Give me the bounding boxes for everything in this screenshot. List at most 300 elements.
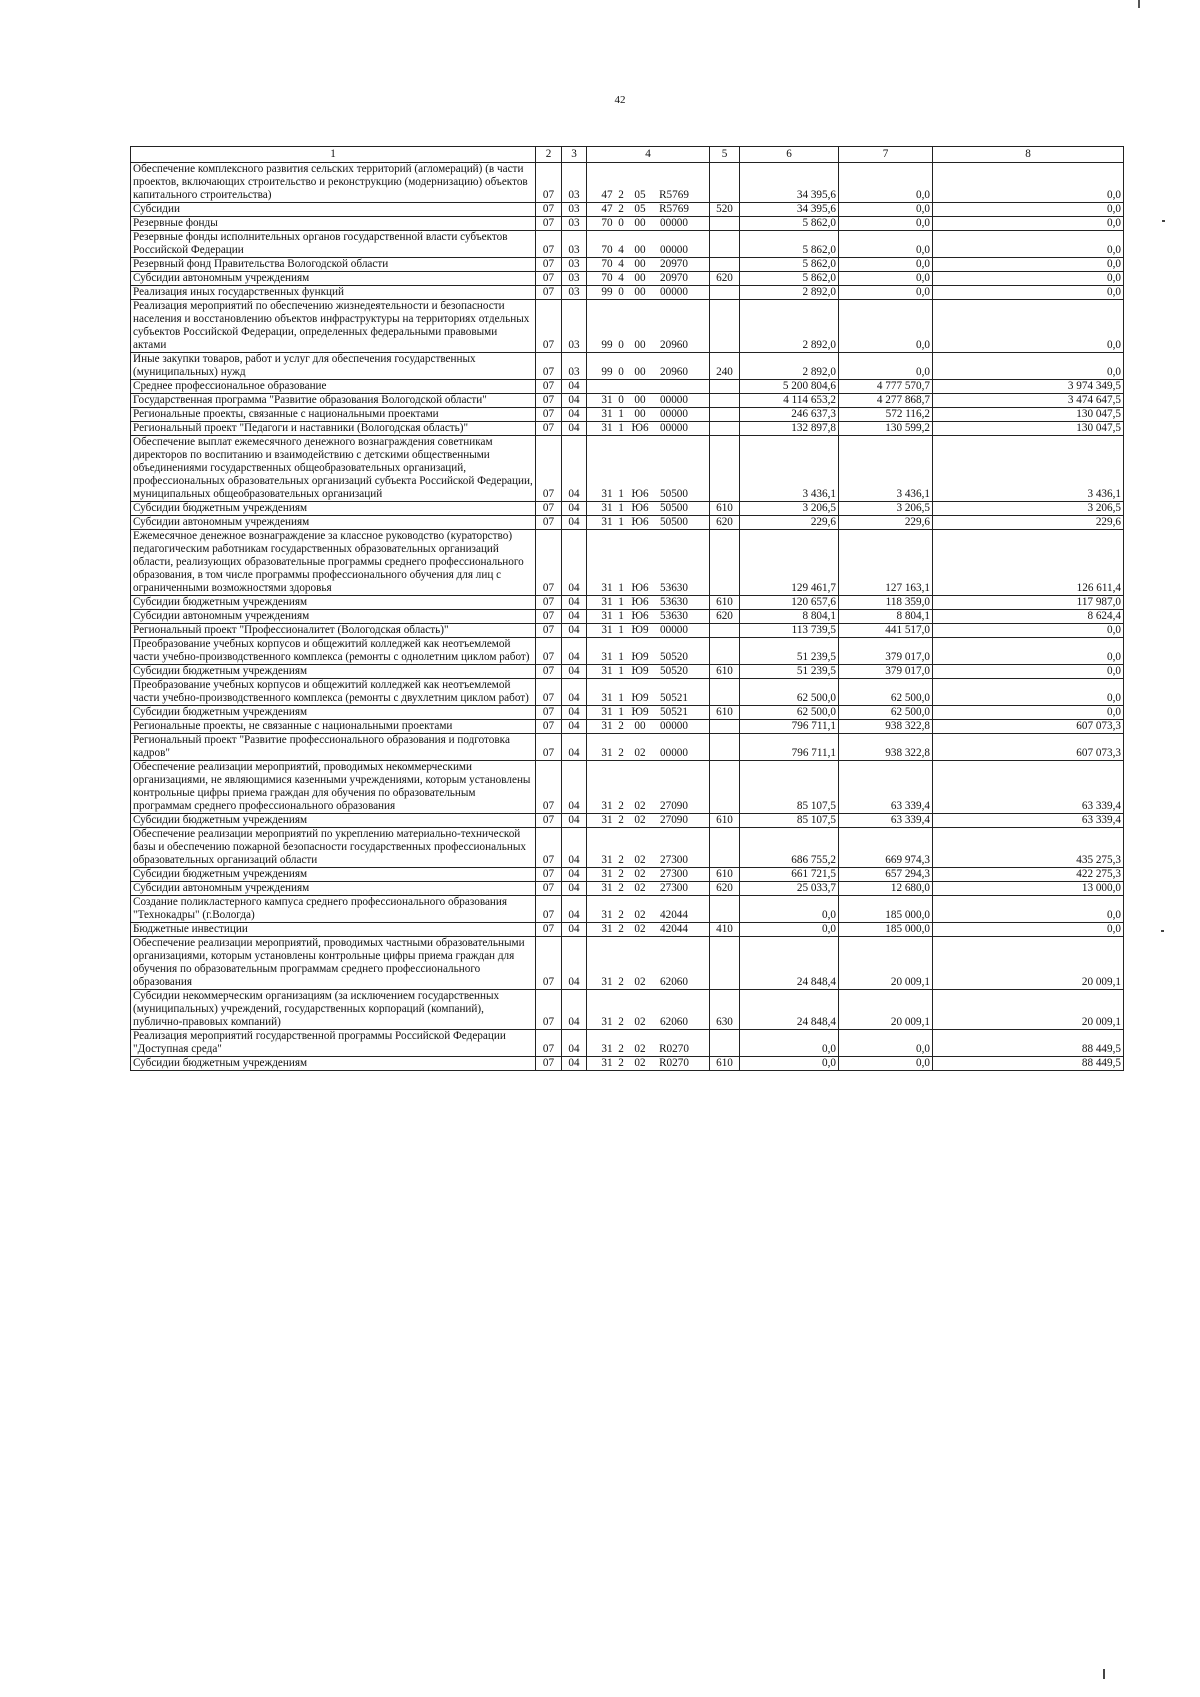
expense-type-code <box>710 937 740 990</box>
article-code-part: 47 <box>601 189 613 201</box>
target-article-code <box>587 761 710 814</box>
table-row <box>131 828 1124 868</box>
amount-year-2: 12 680,0 <box>839 882 933 896</box>
article-code-part: 02 <box>634 868 646 880</box>
target-article-code <box>587 720 710 734</box>
amount-year-2: 938 322,8 <box>839 720 933 734</box>
subsection-code: 04 <box>562 638 587 665</box>
amount-year-1: 129 461,7 <box>740 530 839 596</box>
amount-year-3: 0,0 <box>933 163 1124 203</box>
amount-year-2: 0,0 <box>839 353 933 380</box>
target-article-code <box>587 828 710 868</box>
amount-year-3: 0,0 <box>933 353 1124 380</box>
target-article-code <box>587 422 710 436</box>
article-code-part: 00 <box>634 394 646 406</box>
table-row <box>131 679 1124 706</box>
article-code-part: 31 <box>601 624 613 636</box>
amount-year-3: 0,0 <box>933 286 1124 300</box>
table-row <box>131 436 1124 502</box>
amount-year-1: 0,0 <box>740 923 839 937</box>
amount-year-2: 0,0 <box>839 300 933 353</box>
expense-type-code: 610 <box>710 665 740 679</box>
article-code-part: 31 <box>601 582 613 594</box>
article-code-part: 02 <box>634 814 646 826</box>
target-article-code <box>587 923 710 937</box>
expense-type-code: 610 <box>710 814 740 828</box>
article-code-part: Ю6 <box>631 516 649 528</box>
article-code-part: 02 <box>634 882 646 894</box>
article-code-part: 2 <box>618 814 624 826</box>
article-code-part: 2 <box>618 1016 624 1028</box>
article-code-part: 31 <box>601 854 613 866</box>
row-name: Субсидии автономным учреждениям <box>131 610 536 624</box>
article-code-part: Ю9 <box>631 692 649 704</box>
article-code-part: 00000 <box>660 394 688 406</box>
article-code-part: 42044 <box>660 923 688 935</box>
subsection-code: 04 <box>562 814 587 828</box>
amount-year-2: 441 517,0 <box>839 624 933 638</box>
amount-year-1: 2 892,0 <box>740 286 839 300</box>
section-code: 07 <box>536 286 562 300</box>
amount-year-3: 63 339,4 <box>933 814 1124 828</box>
expense-type-code: 610 <box>710 868 740 882</box>
budget-table <box>130 146 1124 1071</box>
article-code-part: 31 <box>601 909 613 921</box>
amount-year-2: 657 294,3 <box>839 868 933 882</box>
article-code-part: 27090 <box>660 814 688 826</box>
amount-year-1: 25 033,7 <box>740 882 839 896</box>
amount-year-3: 3 436,1 <box>933 436 1124 502</box>
amount-year-2: 0,0 <box>839 272 933 286</box>
subsection-code: 04 <box>562 720 587 734</box>
subsection-code: 04 <box>562 896 587 923</box>
expense-type-code: 630 <box>710 990 740 1030</box>
article-code-part: 53630 <box>660 596 688 608</box>
table-row <box>131 422 1124 436</box>
article-code-part: 00000 <box>660 408 688 420</box>
table-row <box>131 353 1124 380</box>
amount-year-3: 0,0 <box>933 638 1124 665</box>
target-article-code <box>587 679 710 706</box>
column-header: 5 <box>710 147 740 163</box>
row-name: Субсидии бюджетным учреждениям <box>131 502 536 516</box>
amount-year-1: 85 107,5 <box>740 761 839 814</box>
expense-type-code <box>710 217 740 231</box>
row-name: Среднее профессиональное образование <box>131 380 536 394</box>
article-code-part: 1 <box>618 408 624 420</box>
article-code-part: Ю9 <box>631 665 649 677</box>
article-code-part: 00000 <box>660 624 688 636</box>
article-code-part: 53630 <box>660 610 688 622</box>
amount-year-2: 0,0 <box>839 258 933 272</box>
article-code-part: R0270 <box>659 1043 689 1055</box>
expense-type-code <box>710 286 740 300</box>
amount-year-3: 20 009,1 <box>933 990 1124 1030</box>
row-name: Иные закупки товаров, работ и услуг для обеспечения государственных (муниципальных) нужд <box>131 353 536 380</box>
section-code: 07 <box>536 353 562 380</box>
amount-year-3: 130 047,5 <box>933 422 1124 436</box>
article-code-part: 31 <box>601 665 613 677</box>
article-code-part: 31 <box>601 1016 613 1028</box>
article-code-part: 00000 <box>660 286 688 298</box>
article-code-part: 02 <box>634 923 646 935</box>
target-article-code <box>587 380 710 394</box>
amount-year-1: 62 500,0 <box>740 679 839 706</box>
article-code-part: 2 <box>618 189 624 201</box>
article-code-part: 00000 <box>660 244 688 256</box>
section-code: 07 <box>536 516 562 530</box>
table-row <box>131 408 1124 422</box>
amount-year-3: 607 073,3 <box>933 734 1124 761</box>
subsection-code: 04 <box>562 1057 587 1071</box>
article-code-part: 1 <box>618 582 624 594</box>
amount-year-3: 88 449,5 <box>933 1057 1124 1071</box>
target-article-code <box>587 272 710 286</box>
expense-type-code: 410 <box>710 923 740 937</box>
amount-year-3: 117 987,0 <box>933 596 1124 610</box>
amount-year-1: 5 862,0 <box>740 258 839 272</box>
amount-year-2: 63 339,4 <box>839 814 933 828</box>
expense-type-code: 610 <box>710 706 740 720</box>
article-code-part: 00 <box>634 217 646 229</box>
row-name: Резервные фонды исполнительных органов государственной власти субъектов Российской Федерации <box>131 231 536 258</box>
article-code-part: 50500 <box>660 502 688 514</box>
amount-year-3: 20 009,1 <box>933 937 1124 990</box>
subsection-code: 04 <box>562 868 587 882</box>
target-article-code <box>587 734 710 761</box>
table-row <box>131 882 1124 896</box>
amount-year-2: 669 974,3 <box>839 828 933 868</box>
subsection-code: 04 <box>562 679 587 706</box>
amount-year-1: 3 206,5 <box>740 502 839 516</box>
amount-year-3: 88 449,5 <box>933 1030 1124 1057</box>
article-code-part: 50520 <box>660 665 688 677</box>
column-header: 3 <box>562 147 587 163</box>
subsection-code: 04 <box>562 408 587 422</box>
article-code-part: 27300 <box>660 868 688 880</box>
subsection-code: 04 <box>562 706 587 720</box>
article-code-part: 00000 <box>660 747 688 759</box>
amount-year-1: 3 436,1 <box>740 436 839 502</box>
expense-type-code: 610 <box>710 1057 740 1071</box>
amount-year-2: 0,0 <box>839 231 933 258</box>
column-header: 4 <box>587 147 710 163</box>
amount-year-3: 13 000,0 <box>933 882 1124 896</box>
target-article-code <box>587 814 710 828</box>
subsection-code: 04 <box>562 610 587 624</box>
article-code-part: 00 <box>634 720 646 732</box>
table-row <box>131 734 1124 761</box>
table-row <box>131 896 1124 923</box>
article-code-part: 50520 <box>660 651 688 663</box>
expense-type-code <box>710 638 740 665</box>
row-name: Субсидии бюджетным учреждениям <box>131 706 536 720</box>
amount-year-1: 113 739,5 <box>740 624 839 638</box>
amount-year-3: 0,0 <box>933 300 1124 353</box>
row-name: Субсидии некоммерческим организациям (за исключением государственных (муниципальных) учреждений, государственных корпораций (компаний), публично-правовых компаний) <box>131 990 536 1030</box>
row-name: Бюджетные инвестиции <box>131 923 536 937</box>
article-code-part: 1 <box>618 502 624 514</box>
amount-year-1: 686 755,2 <box>740 828 839 868</box>
subsection-code: 04 <box>562 882 587 896</box>
article-code-part: 31 <box>601 502 613 514</box>
article-code-part: 2 <box>618 868 624 880</box>
subsection-code: 03 <box>562 203 587 217</box>
section-code: 07 <box>536 896 562 923</box>
article-code-part: 00 <box>634 408 646 420</box>
amount-year-3: 0,0 <box>933 679 1124 706</box>
article-code-part: 00 <box>634 286 646 298</box>
article-code-part: 0 <box>618 339 624 351</box>
article-code-part: 2 <box>618 909 624 921</box>
article-code-part: 1 <box>618 422 624 434</box>
amount-year-1: 2 892,0 <box>740 300 839 353</box>
table-row <box>131 937 1124 990</box>
table-row <box>131 868 1124 882</box>
amount-year-2: 0,0 <box>839 1030 933 1057</box>
amount-year-2: 185 000,0 <box>839 923 933 937</box>
article-code-part: R0270 <box>659 1057 689 1069</box>
expense-type-code: 240 <box>710 353 740 380</box>
target-article-code <box>587 203 710 217</box>
article-code-part: 0 <box>618 217 624 229</box>
target-article-code <box>587 882 710 896</box>
table-row <box>131 272 1124 286</box>
row-name: Обеспечение реализации мероприятий по укреплению материально-технической базы и обеспечению пожарной безопасности государственных профессиональных образовательных организаций области <box>131 828 536 868</box>
article-code-part: 31 <box>601 720 613 732</box>
amount-year-1: 5 862,0 <box>740 231 839 258</box>
row-name: Региональные проекты, не связанные с национальными проектами <box>131 720 536 734</box>
article-code-part: 2 <box>618 203 624 215</box>
table-row <box>131 231 1124 258</box>
subsection-code: 04 <box>562 596 587 610</box>
expense-type-code <box>710 734 740 761</box>
target-article-code <box>587 990 710 1030</box>
article-code-part: 1 <box>618 665 624 677</box>
table-row <box>131 706 1124 720</box>
article-code-part: 31 <box>601 800 613 812</box>
amount-year-1: 229,6 <box>740 516 839 530</box>
amount-year-2: 20 009,1 <box>839 937 933 990</box>
section-code: 07 <box>536 217 562 231</box>
article-code-part: 31 <box>601 651 613 663</box>
article-code-part: 27090 <box>660 800 688 812</box>
subsection-code: 04 <box>562 624 587 638</box>
expense-type-code <box>710 679 740 706</box>
section-code: 07 <box>536 596 562 610</box>
article-code-part: 99 <box>601 366 613 378</box>
section-code: 07 <box>536 530 562 596</box>
article-code-part: 2 <box>618 1043 624 1055</box>
article-code-part: 2 <box>618 923 624 935</box>
subsection-code: 04 <box>562 734 587 761</box>
section-code: 07 <box>536 502 562 516</box>
article-code-part: 4 <box>618 258 624 270</box>
article-code-part: 31 <box>601 882 613 894</box>
amount-year-2: 62 500,0 <box>839 706 933 720</box>
article-code-part: Ю9 <box>631 624 649 636</box>
article-code-part: 31 <box>601 747 613 759</box>
table-row <box>131 665 1124 679</box>
article-code-part: 00000 <box>660 217 688 229</box>
amount-year-3: 3 974 349,5 <box>933 380 1124 394</box>
article-code-part: 00000 <box>660 720 688 732</box>
row-name: Преобразование учебных корпусов и общежитий колледжей как неотъемлемой части учебно-производственного комплекса (ремонты с двухлетним циклом работ) <box>131 679 536 706</box>
article-code-part: 00 <box>634 339 646 351</box>
row-name: Субсидии автономным учреждениям <box>131 516 536 530</box>
expense-type-code: 520 <box>710 203 740 217</box>
section-code: 07 <box>536 436 562 502</box>
amount-year-2: 938 322,8 <box>839 734 933 761</box>
article-code-part: 20970 <box>660 258 688 270</box>
target-article-code <box>587 408 710 422</box>
amount-year-2: 0,0 <box>839 286 933 300</box>
row-name: Обеспечение выплат ежемесячного денежного вознаграждения советникам директоров по воспитанию и взаимодействию с детскими общественными объединениями государственных общеобразовательных организаций, профессиональных образовательных организаций субъекта Российской Федерации, муниципальных общеобразовательных организаций <box>131 436 536 502</box>
subsection-code: 04 <box>562 761 587 814</box>
expense-type-code <box>710 163 740 203</box>
amount-year-2: 127 163,1 <box>839 530 933 596</box>
row-name: Субсидии <box>131 203 536 217</box>
row-name: Региональный проект "Педагоги и наставники (Вологодская область)" <box>131 422 536 436</box>
row-name: Преобразование учебных корпусов и общежитий колледжей как неотъемлемой части учебно-производственного комплекса (ремонты с однолетним циклом работ) <box>131 638 536 665</box>
subsection-code: 04 <box>562 1030 587 1057</box>
amount-year-2: 379 017,0 <box>839 665 933 679</box>
article-code-part: 31 <box>601 516 613 528</box>
article-code-part: 02 <box>634 1043 646 1055</box>
subsection-code: 04 <box>562 530 587 596</box>
table-row <box>131 610 1124 624</box>
amount-year-3: 607 073,3 <box>933 720 1124 734</box>
subsection-code: 04 <box>562 422 587 436</box>
target-article-code <box>587 286 710 300</box>
table-row <box>131 1030 1124 1057</box>
article-code-part: 1 <box>618 706 624 718</box>
expense-type-code <box>710 761 740 814</box>
article-code-part: 1 <box>618 488 624 500</box>
amount-year-2: 3 206,5 <box>839 502 933 516</box>
section-code: 07 <box>536 828 562 868</box>
row-name: Субсидии автономным учреждениям <box>131 882 536 896</box>
article-code-part: 70 <box>601 244 613 256</box>
amount-year-2: 130 599,2 <box>839 422 933 436</box>
amount-year-1: 0,0 <box>740 896 839 923</box>
section-code: 07 <box>536 258 562 272</box>
target-article-code <box>587 665 710 679</box>
row-name: Субсидии бюджетным учреждениям <box>131 665 536 679</box>
table-row <box>131 761 1124 814</box>
subsection-code: 04 <box>562 380 587 394</box>
target-article-code <box>587 516 710 530</box>
amount-year-3: 3 474 647,5 <box>933 394 1124 408</box>
section-code: 07 <box>536 638 562 665</box>
table-row <box>131 624 1124 638</box>
article-code-part: 31 <box>601 1057 613 1069</box>
section-code: 07 <box>536 272 562 286</box>
amount-year-3: 229,6 <box>933 516 1124 530</box>
article-code-part: 2 <box>618 800 624 812</box>
row-name: Ежемесячное денежное вознаграждение за классное руководство (кураторство) педагогическим работникам государственных образовательных организаций области, реализующих образовательные программы среднего профессионального образования, в том числе программы профессионального обучения для лиц с ограниченными возможностями здоровья <box>131 530 536 596</box>
amount-year-1: 5 200 804,6 <box>740 380 839 394</box>
row-name: Резервные фонды <box>131 217 536 231</box>
amount-year-3: 435 275,3 <box>933 828 1124 868</box>
target-article-code <box>587 394 710 408</box>
amount-year-1: 0,0 <box>740 1030 839 1057</box>
amount-year-1: 796 711,1 <box>740 720 839 734</box>
article-code-part: 31 <box>601 814 613 826</box>
section-code: 07 <box>536 679 562 706</box>
scan-speck <box>1161 930 1164 932</box>
article-code-part: R5769 <box>659 189 689 201</box>
table-body <box>131 163 1124 1071</box>
article-code-part: Ю6 <box>631 502 649 514</box>
expense-type-code: 620 <box>710 882 740 896</box>
row-name: Региональные проекты, связанные с национальными проектами <box>131 408 536 422</box>
amount-year-2: 63 339,4 <box>839 761 933 814</box>
article-code-part: 2 <box>618 747 624 759</box>
amount-year-1: 0,0 <box>740 1057 839 1071</box>
section-code: 07 <box>536 231 562 258</box>
amount-year-2: 379 017,0 <box>839 638 933 665</box>
article-code-part: 47 <box>601 203 613 215</box>
amount-year-1: 34 395,6 <box>740 203 839 217</box>
expense-type-code: 620 <box>710 610 740 624</box>
table-row <box>131 502 1124 516</box>
section-code: 07 <box>536 814 562 828</box>
column-header: 1 <box>131 147 536 163</box>
amount-year-2: 118 359,0 <box>839 596 933 610</box>
expense-type-code <box>710 408 740 422</box>
article-code-part: 1 <box>618 624 624 636</box>
target-article-code <box>587 610 710 624</box>
amount-year-3: 0,0 <box>933 231 1124 258</box>
column-header: 8 <box>933 147 1124 163</box>
target-article-code <box>587 638 710 665</box>
table-row <box>131 530 1124 596</box>
article-code-part: 31 <box>601 976 613 988</box>
article-code-part: 20960 <box>660 339 688 351</box>
table-row <box>131 923 1124 937</box>
row-name: Субсидии бюджетным учреждениям <box>131 868 536 882</box>
article-code-part: 50521 <box>660 706 688 718</box>
article-code-part: 99 <box>601 286 613 298</box>
article-code-part: 31 <box>601 488 613 500</box>
amount-year-1: 120 657,6 <box>740 596 839 610</box>
expense-type-code <box>710 380 740 394</box>
amount-year-1: 34 395,6 <box>740 163 839 203</box>
article-code-part: 05 <box>634 203 646 215</box>
section-code: 07 <box>536 1030 562 1057</box>
table-row <box>131 203 1124 217</box>
section-code: 07 <box>536 1057 562 1071</box>
expense-type-code <box>710 896 740 923</box>
article-code-part: 1 <box>618 692 624 704</box>
table-row <box>131 516 1124 530</box>
expense-type-code <box>710 394 740 408</box>
amount-year-2: 8 804,1 <box>839 610 933 624</box>
row-name: Реализация мероприятий государственной программы Российской Федерации "Доступная среда" <box>131 1030 536 1057</box>
article-code-part: 20960 <box>660 366 688 378</box>
article-code-part: 02 <box>634 1057 646 1069</box>
expense-type-code <box>710 530 740 596</box>
article-code-part: 00 <box>634 272 646 284</box>
article-code-part: 70 <box>601 217 613 229</box>
amount-year-1: 4 114 653,2 <box>740 394 839 408</box>
article-code-part: 62060 <box>660 976 688 988</box>
subsection-code: 04 <box>562 516 587 530</box>
table-row <box>131 300 1124 353</box>
article-code-part: 02 <box>634 976 646 988</box>
article-code-part: 00000 <box>660 422 688 434</box>
